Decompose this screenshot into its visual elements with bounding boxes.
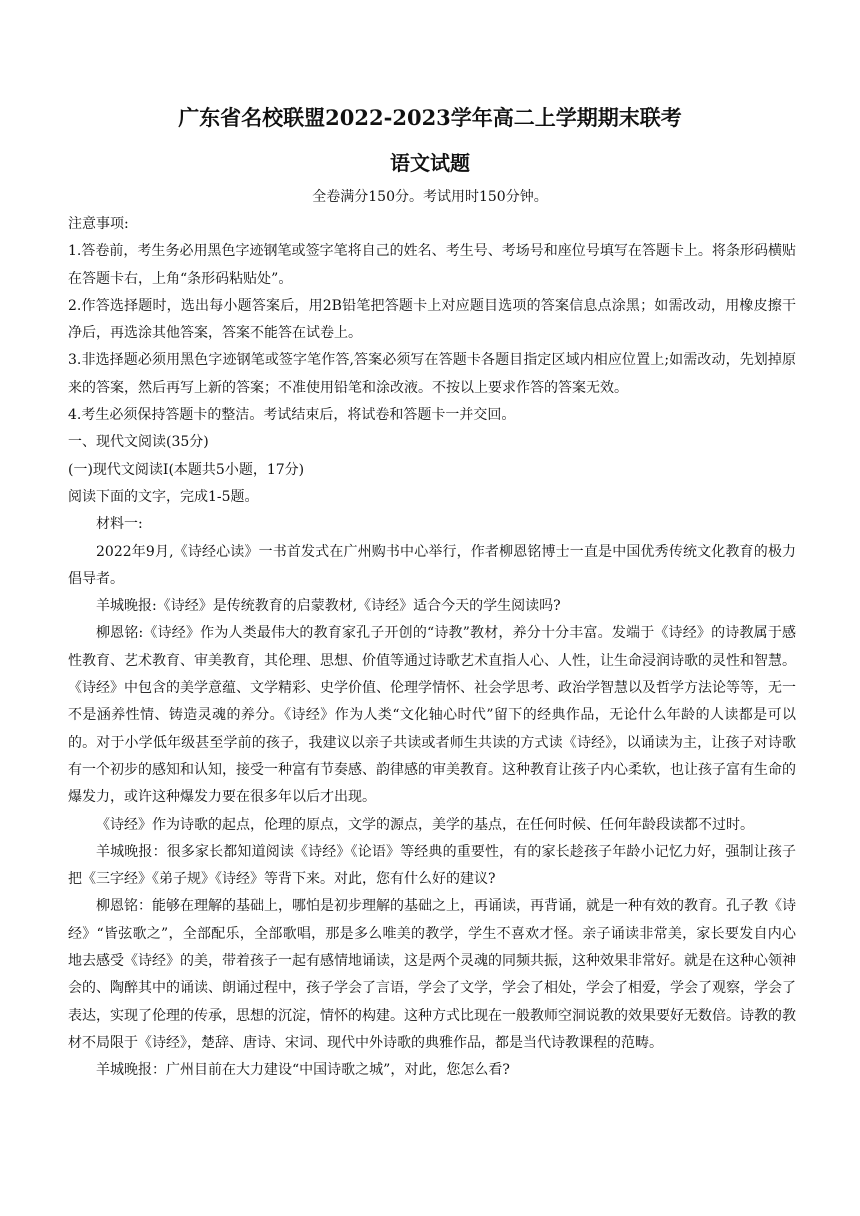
- section-subheading: (一)现代文阅读Ⅰ(本题共5小题，17分): [68, 461, 305, 478]
- passage-paragraph-5: 羊城晚报：很多家长都知道阅读《诗经》《论语》等经典的重要性，有的家长趁孩子年龄小记忆力好，强制让孩子把《三字经》《弟子规》《诗经》等背下来。对此，您有什么好的建议?: [68, 843, 796, 888]
- section-heading: 一、现代文阅读(35分): [68, 434, 209, 451]
- passage-paragraph-4: 《诗经》作为诗歌的起点，伦理的原点，文学的源点，美学的基点，在任何时候、任何年龄段读都不过时。: [96, 816, 754, 833]
- passage-paragraph-7: 羊城晚报：广州目前在大力建设“中国诗歌之城”，对此，您怎么看?: [96, 1062, 510, 1079]
- exam-subtitle: 语文试题: [390, 151, 470, 175]
- material-label: 材料一:: [96, 516, 143, 533]
- passage-paragraph-2: 羊城晚报:《诗经》是传统教育的启蒙教材,《诗经》适合今天的学生阅读吗?: [96, 598, 561, 615]
- note-item-3: 3.非选择题必须用黑色字迹钢笔或签字笔作答,答案必须写在答题卡各题目指定区域内相应位置上;如需改动，先划掉原来的答案，然后再写上新的答案；不准使用铅笔和涂改液。不按以上要求作答的答案无效。: [68, 352, 796, 396]
- note-item-2: 2.作答选择题时，选出每小题答案后，用2B铅笔把答题卡上对应题目选项的答案信息点涂黑；如需改动，用橡皮擦干净后，再选涂其他答案，答案不能答在试卷上。: [68, 297, 796, 342]
- notes-heading: 注意事项:: [68, 216, 129, 232]
- passage-paragraph-1: 2022年9月,《诗经心读》一书首发式在广州购书中心举行，作者柳恩铭博士一直是中国优秀传统文化教育的极力倡导者。: [68, 543, 796, 587]
- note-item-4: 4.考生必须保持答题卡的整洁。考试结束后，将试卷和答题卡一并交回。: [68, 407, 516, 424]
- passage-paragraph-6: 柳恩铭：能够在理解的基础上，哪怕是初步理解的基础之上，再诵读，再背诵，就是一种有效的教育。孔子教《诗经》“皆弦歌之”，全部配乐，全部歌唱，那是多么唯美的教学，学生不喜欢才怪。亲子诵读非常美，家长要发自内心地去感受《诗经》的美，带着孩子一起有感情地诵读，这是两个灵魂的同频共振，这种效果非常好。就是在这种心领神会的、陶醉其中的诵读、朗诵过程中，孩子学会了言语，学会了文学，学会了相处，学会了相爱，学会了观察，学会了表达，实现了伦理的传承，思想的沉淀，情怀的构建。这种方式比现在一般教师空洞说教的效果要好无数倍。诗教的教材不局限于《诗经》，楚辞、唐诗、宋词、现代中外诗歌的典雅作品，都是当代诗教课程的范畴。: [68, 898, 796, 1051]
- exam-info: 全卷满分150分。考试用时150分钟。: [312, 189, 548, 205]
- exam-title: 广东省名校联盟2022-2023学年高二上学期期末联考: [178, 105, 682, 130]
- passage-paragraph-3: 柳恩铭:《诗经》作为人类最伟大的教育家孔子开创的“诗教”教材，养分十分丰富。发端于《诗经》的诗教属于感性教育、艺术教育、审美教育，其伦理、思想、价值等通过诗歌艺术直指人心、人性，让生命浸润诗歌的灵性和智慧。《诗经》中包含的美学意蕴、文学精彩、史学价值、伦理学情怀、社会学思考、政治学智慧以及哲学方法论等等，无一不是涵养性情、铸造灵魂的养分。《诗经》作为人类“文化轴心时代”留下的经典作品，无论什么年龄的人读都是可以的。对于小学低年级甚至学前的孩子，我建议以亲子共读或者师生共读的方式读《诗经》，以诵读为主，让孩子对诗歌有一个初步的感知和认知，接受一种富有节奏感、韵律感的审美教育。这种教育让孩子内心柔软，也让孩子富有生命的爆发力，或许这种爆发力要在很多年以后才出现。: [68, 625, 796, 806]
- reading-instruction: 阅读下面的文字，完成1-5题。: [68, 488, 259, 505]
- note-item-1: 1.答卷前，考生务必用黑色字迹钢笔或签字笔将自己的姓名、考生号、考场号和座位号填写在答题卡上。将条形码横贴在答题卡右，上角“条形码粘贴处”。: [68, 243, 796, 287]
- exam-body: [68, 211, 796, 1085]
